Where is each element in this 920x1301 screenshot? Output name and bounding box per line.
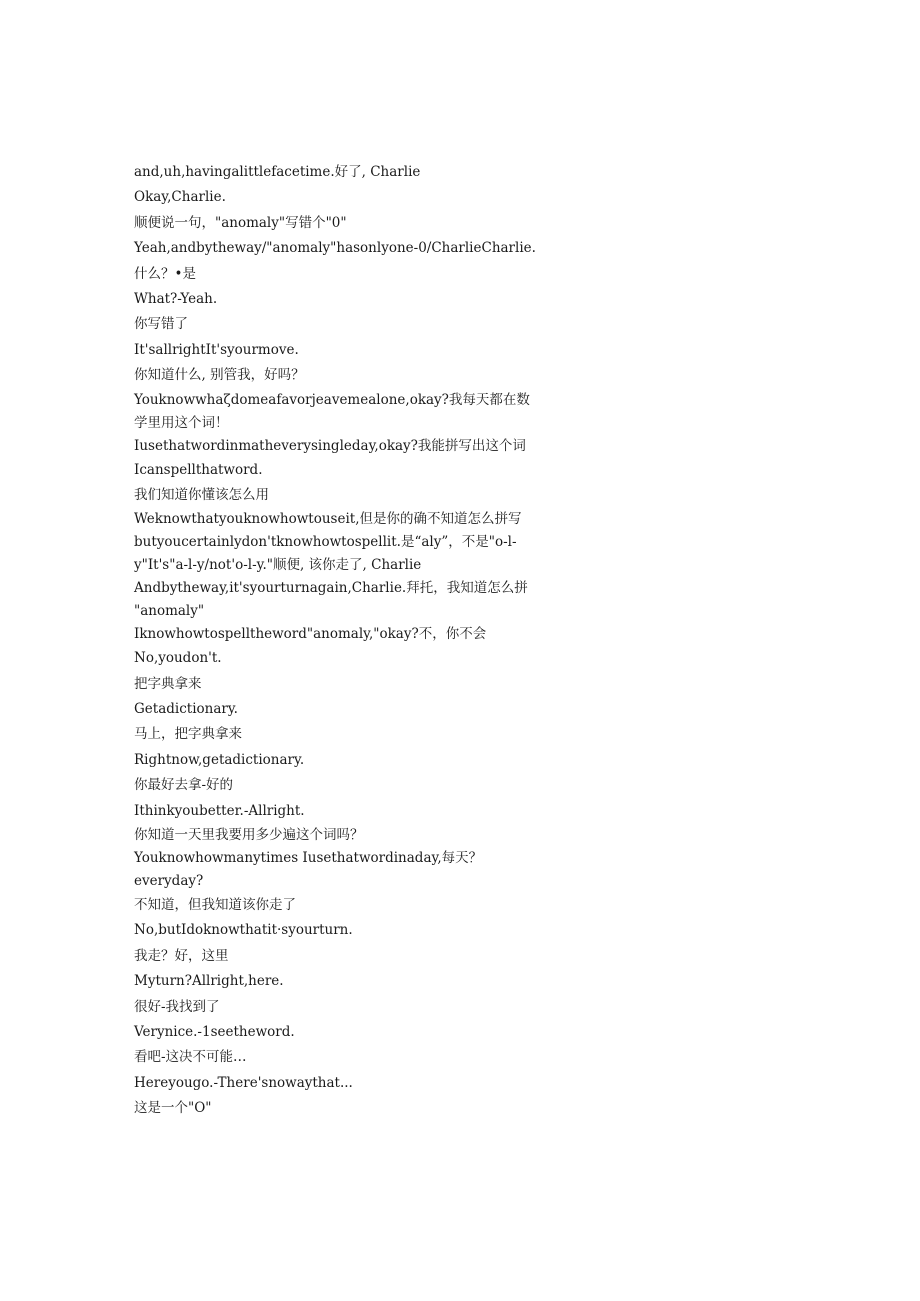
transcript-line: Youknowwhaζdomeafavorjeavemealone,okay?我每天都在数 [134, 391, 530, 408]
transcript-line: 这是一个"O" [134, 1100, 212, 1117]
transcript-line: Getadictionary. [134, 701, 238, 718]
transcript-line: "anomaly" [134, 603, 205, 620]
transcript-line: 你知道什么, 别管我，好吗？ [134, 367, 305, 384]
transcript-line: and,uh,havingalittlefacetime.好了, Charlie [134, 164, 421, 180]
transcript-line: 看吧-这决不可能… [134, 1049, 247, 1066]
transcript-line: 马上，把字典拿来 [134, 726, 242, 743]
transcript-line: What?-Yeah. [134, 290, 218, 307]
transcript-line: 什么？•是 [134, 265, 196, 282]
transcript-line: y"It's"a-l-y/not'o-l-y."顺便, 该你走了, Charlie [134, 557, 422, 574]
transcript-line: 你知道一天里我要用多少遍这个词吗？ [134, 827, 364, 844]
transcript-line: Myturn?Allright,here. [134, 973, 284, 990]
transcript-line: Youknowhowmanytimes Iusethatwordinaday,每天？ [134, 850, 483, 867]
transcript-line: Iusethatwordinmatheverysingleday,okay?我能拼写出这个词 [134, 437, 526, 454]
transcript-line: 我们知道你懂该怎么用 [134, 486, 269, 503]
transcript-line: Icanspellthatword. [134, 461, 263, 478]
transcript-line: No,butIdoknowthatit·syourturn. [134, 922, 353, 939]
transcript-line: Iknowhowtospelltheword"anomaly,"okay?不，你不会 [134, 626, 487, 643]
transcript-line: 学里用这个词！ [134, 414, 229, 431]
transcript-line: It'sallrightIt'syourmove. [134, 341, 299, 358]
transcript-line: Verynice.-1seetheword. [134, 1023, 295, 1040]
transcript-line: 我走？好，这里 [134, 947, 229, 964]
transcript-line: everyday? [134, 873, 204, 890]
transcript-line: butyoucertainlydon'tknowhowtospellit.是“aly”，不是"o-l- [134, 534, 517, 551]
transcript-line: Weknowthatyouknowhowtouseit,但是你的确不知道怎么拼写 [134, 511, 522, 528]
transcript-line: 不知道，但我知道该你走了 [134, 897, 296, 914]
transcript-line: 你最好去拿-好的 [134, 777, 234, 794]
transcript-line: 顺便说一句，"anomaly"写错个"0" [134, 214, 347, 231]
transcript-line: Rightnow,getadictionary. [134, 751, 305, 768]
transcript-line: 你写错了 [134, 316, 188, 333]
subtitle-transcript [134, 160, 564, 1122]
transcript-line: 把字典拿来 [134, 675, 202, 692]
transcript-line: Ithinkyoubetter.-Allright. [134, 802, 305, 819]
transcript-line: 很好-我找到了 [134, 998, 220, 1015]
transcript-line: Okay,Charlie. [134, 189, 226, 206]
transcript-line: Yeah,andbytheway/"anomaly"hasonlyone-0/CharlieCharlie. [134, 240, 536, 257]
transcript-line: Hereyougo.-There'snowaythat... [134, 1074, 353, 1091]
transcript-line: Andbytheway,it'syourturnagain,Charlie.拜托，我知道怎么拼 [134, 580, 528, 597]
transcript-line: No,youdon't. [134, 650, 222, 667]
